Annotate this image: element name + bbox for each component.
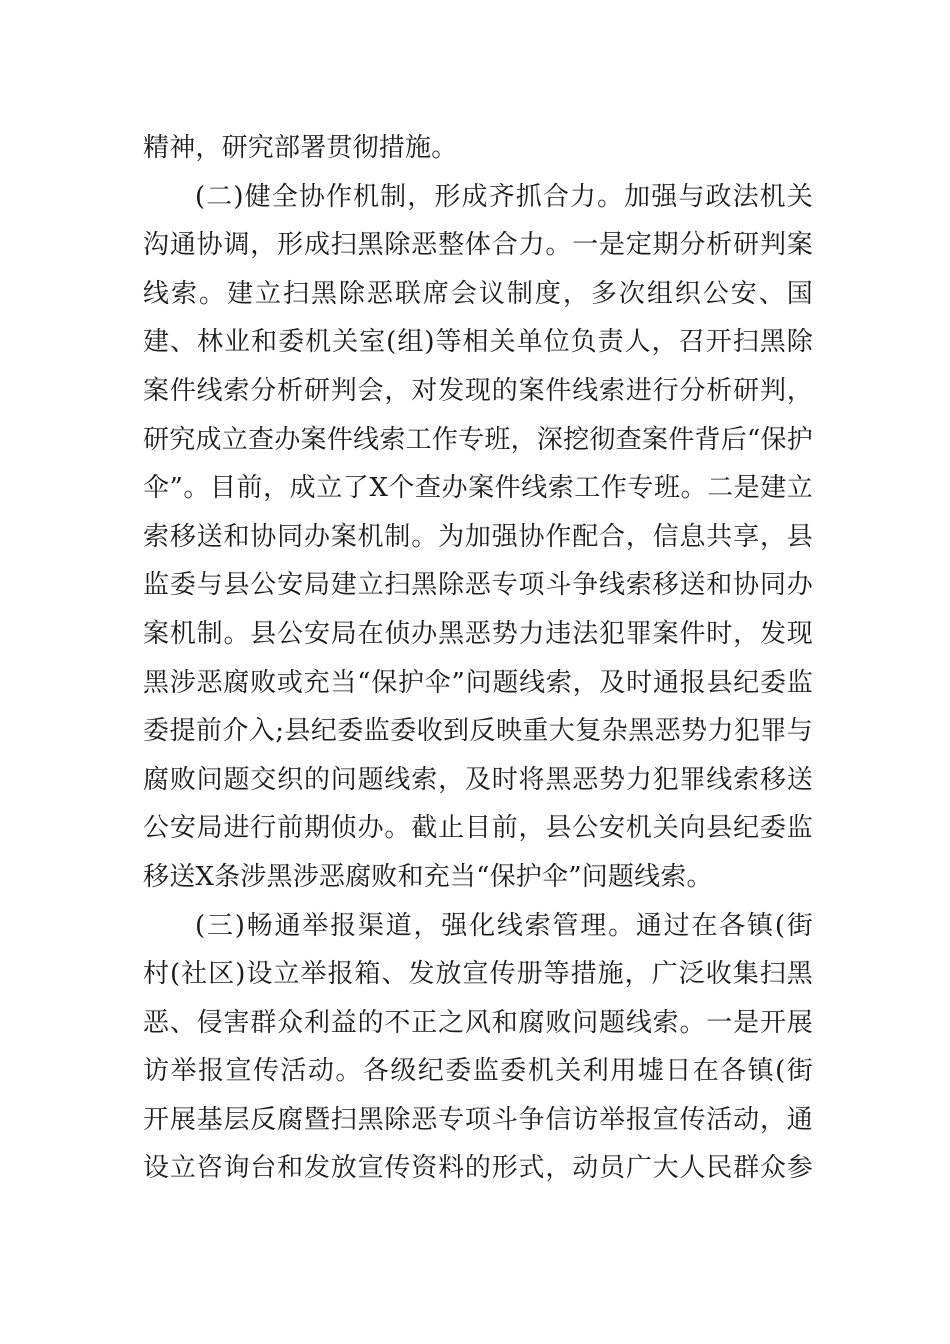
text-line: 设立咨询台和发放宣传资料的形式，动员广大人民群众参 — [143, 1153, 813, 1184]
text-line: 访举报宣传活动。各级纪委监委机关利用墟日在各镇(街 — [143, 1056, 813, 1087]
text-line: 案机制。县公安局在侦办黑恶势力违法犯罪案件时，发现 — [143, 618, 813, 649]
text-line: (二)健全协作机制，形成齐抓合力。加强与政法机关 — [195, 181, 813, 212]
text-line: (三)畅通举报渠道，强化线索管理。通过在各镇(街 — [195, 910, 813, 941]
text-line: 移送X条涉黑涉恶腐败和充当“保护伞”问题线索。 — [143, 861, 713, 892]
text-line: 黑涉恶腐败或充当“保护伞”问题线索，及时通报县纪委监 — [143, 667, 813, 698]
text-line: 线索。建立扫黑除恶联席会议制度，多次组织公安、国 — [143, 278, 813, 309]
document-body — [143, 124, 813, 1193]
text-line: 建、林业和委机关室(组)等相关单位负责人，召开扫黑除 — [143, 327, 813, 358]
text-line: 案件线索分析研判会，对发现的案件线索进行分析研判， — [143, 375, 813, 406]
text-line: 精神，研究部署贯彻措施。 — [143, 133, 458, 163]
text-line: 研究成立查办案件线索工作专班，深挖彻查案件背后“保护 — [143, 424, 813, 455]
text-line: 伞”。目前，成立了X个查办案件线索工作专班。二是建立 — [143, 473, 813, 504]
text-line: 委提前介入;县纪委监委收到反映重大复杂黑恶势力犯罪与 — [143, 716, 813, 747]
text-line: 恶、侵害群众利益的不正之风和腐败问题线索。一是开展 — [143, 1007, 813, 1038]
text-line: 公安局进行前期侦办。截止目前，县公安机关向县纪委监 — [143, 813, 813, 844]
text-line: 监委与县公安局建立扫黑除恶专项斗争线索移送和协同办 — [143, 570, 813, 601]
text-line: 开展基层反腐暨扫黑除恶专项斗争信访举报宣传活动，通 — [143, 1104, 813, 1135]
text-line: 腐败问题交织的问题线索，及时将黑恶势力犯罪线索移送 — [143, 764, 813, 795]
text-line: 沟通协调，形成扫黑除恶整体合力。一是定期分析研判案 — [143, 230, 813, 261]
text-line: 村(社区)设立举报箱、发放宣传册等措施，广泛收集扫黑 — [143, 959, 813, 990]
text-line: 索移送和协同办案机制。为加强协作配合，信息共享，县 — [143, 521, 813, 552]
